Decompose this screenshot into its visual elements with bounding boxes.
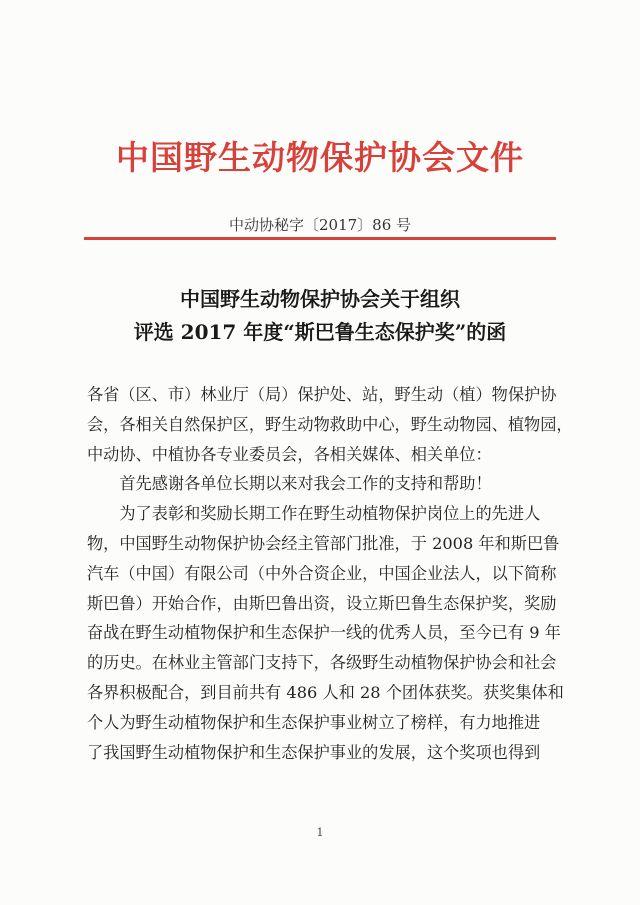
body-line: 的历史。在林业主管部门支持下，各级野生动植物保护协会和社会: [87, 653, 557, 673]
body-line: 为了表彰和奖励长期工作在野生动植物保护岗位上的先进人: [87, 504, 541, 524]
body-line: 斯巴鲁）开始合作，由斯巴鲁出资，设立斯巴鲁生态保护奖，奖励: [87, 593, 557, 613]
body-line: 各省（区、市）林业厅（局）保护处、站，野生动（植）物保护协: [87, 385, 557, 404]
letter-title-line-1: 中国野生动物保护协会关于组织: [180, 287, 460, 311]
document-number: 中动协秘字〔2017〕86 号: [228, 216, 412, 234]
page-number: 1: [316, 826, 324, 839]
body-line: 了我国野生动植物保护和生态保护事业的发展，这个奖项也得到: [87, 742, 541, 762]
body-line: 会，各相关自然保护区，野生动物救助中心，野生动物园、植物园，: [87, 414, 573, 434]
body-line: 个人为野生动植物保护和生态保护事业树立了榜样，有力地推进: [87, 712, 541, 732]
body-line: 奋战在野生动植物保护和生态保护一线的优秀人员，至今已有 9 年: [87, 623, 561, 643]
body-line: 物，中国野生动物保护协会经主管部门批准，于 2008 年和斯巴鲁: [87, 533, 560, 553]
letter-body: [87, 380, 573, 767]
header-red-divider: [84, 237, 556, 240]
body-line: 首先感谢各单位长期以来对我会工作的支持和帮助！: [87, 474, 492, 494]
body-line: 汽车（中国）有限公司（中外合资企业，中国企业法人，以下简称: [87, 563, 557, 583]
body-line: 各界积极配合，到目前共有 486 人和 28 个团体获奖。获奖集体和: [87, 682, 564, 702]
body-line: 中动协、中植协各专业委员会，各相关媒体、相关单位：: [87, 444, 492, 464]
letter-title-line-2: 评选 2017 年度“斯巴鲁生态保护奖”的函: [133, 320, 507, 344]
document-header-title: 中国野生动物保护协会文件: [116, 138, 524, 177]
